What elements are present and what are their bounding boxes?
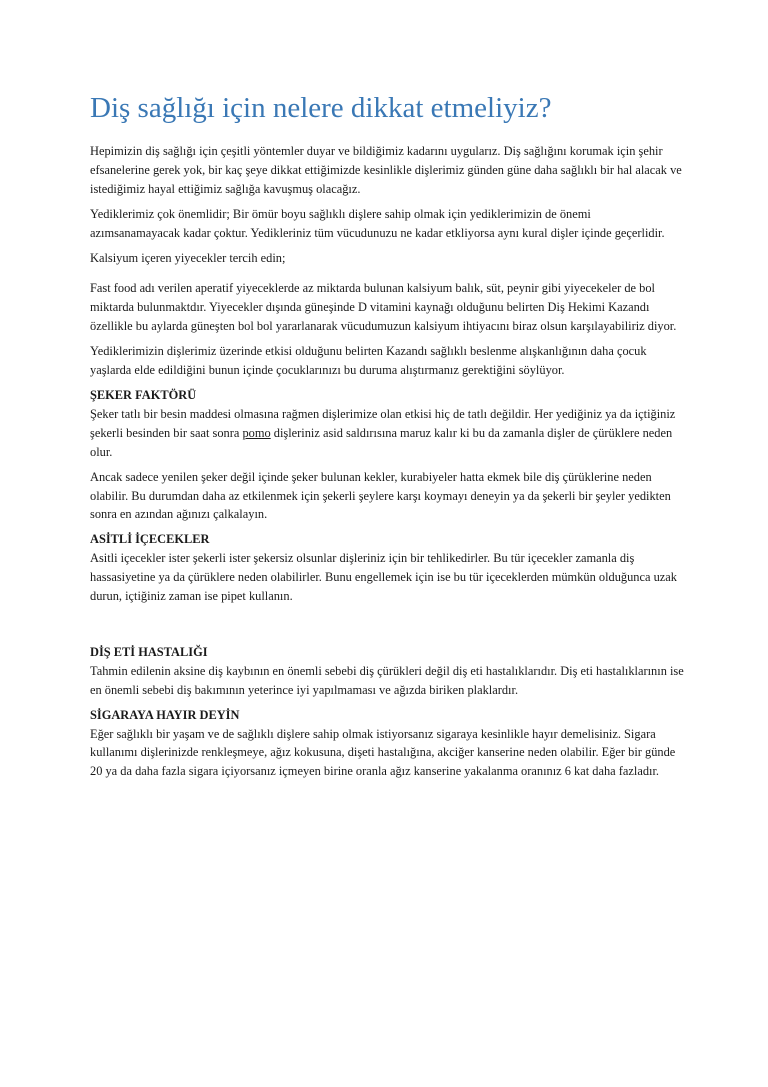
sugar-text-b: dişleriniz asid saldırısına maruz kalır ki bu da zamanla dişler de çürüklere neden olur. (90, 425, 673, 459)
gum-paragraph: Tahmin edilenin aksine diş kaybının en önemli sebebi diş çürükleri değil diş eti hastalıklarıdır. Diş eti hastalıklarının ise en önemli sebebi diş bakımının yeterince iyi yapılmaması ve ağızda biriken plaklardır. (90, 663, 684, 697)
smoke-heading: SİGARAYA HAYIR DEYİN (90, 707, 240, 722)
sugar-heading: ŞEKER FAKTÖRÜ (90, 387, 197, 402)
smoke-paragraph: Eğer sağlıklı bir yaşam ve de sağlıklı dişlere sahip olmak istiyorsanız sigaraya kesinlikle hayır demelisiniz. Sigara kullanımı dişlerinizde renkleşmeye, ağız kokusuna, dişeti hastalığına, akciğer kanserine neden olabilir. Eğer bir günde 20 ya da daha fazla sigara içiyorsanız içmeyen birine oranla ağız kanserine yakalanma oranınız 6 kat daha fazladır. (90, 726, 676, 779)
acid-paragraph: Asitli içecekler ister şekerli ister şekersiz olsunlar dişleriniz için bir tehlikedirler. Bu tür içecekler zamanla diş hassasiyetine ya da çürüklere neden olabilirler. Bunu engellemek için ise bu tür içeceklerden mümkün olduğunca uzak durun, içtiğiniz zaman ise pipet kullanın. (90, 551, 677, 604)
food-paragraph: Yediklerimiz çok önemlidir; Bir ömür boyu sağlıklı dişlere sahip olmak için yediklerimizin de önemi azımsanamayacak kadar çoktur. Yedikleriniz tüm vücudunuzu ne kadar etkliyorsa aynı kural dişler içinde geçerlidir. (90, 206, 665, 240)
intro-paragraph: Hepimizin diş sağlığı için çeşitli yöntemler duyar ve bildiğimiz kadarını uygularız. Diş sağlığını korumak için şehir efsanelerine gerek yok, bir kaç şeye dikkat ettiğimizde kesinlikle dişlerimiz günden güne daha sağlıklı bir hal alacak ve istediğimiz hayal ettiğimiz sağlığa kavuşmuş olacağız. (90, 144, 682, 196)
sugar-paragraph-1 (90, 405, 684, 462)
habits-paragraph: Yediklerimizin dişlerimiz üzerinde etkisi olduğunu belirten Kazandı sağlıklı beslenme alışkanlığının daha çocuk yaşlarda elde edildiğini bunun içinde çocuklarınızı bu duruma alıştırmanız gerektiğini söylüyor. (90, 344, 647, 378)
pomo-link[interactable]: pomo (242, 425, 271, 440)
sugar-text-a: Şeker tatlı bir besin maddesi olmasına rağmen dişlerimize olan etkisi hiç de tatlı değildir. Her yediğiniz ya da içtiğiniz şekerli besinden bir saat sonra (90, 406, 676, 440)
acid-heading: ASİTLİ İÇECEKLER (90, 532, 210, 547)
calcium-line: Kalsiyum içeren yiyecekler tercih edin; (90, 250, 286, 265)
fastfood-paragraph: Fast food adı verilen aperatif yiyeceklerde az miktarda bulunan kalsiyum balık, süt, peynir gibi yiyecekeler de bol miktarda bulunmaktdır. Yiyecekler dışında güneşinde D vitamini kaynağı olduğunu belirten Diş Hekimi Kazandı özellikle bu aylarda güneşten bol bol yararlanarak vücudumuzun kalsiyum ihtiyacını biraz olsun karşılayabiliriz diyor. (90, 281, 677, 334)
page-title: Diş sağlığı için nelere dikkat etmeliyiz? (90, 92, 552, 124)
document-page (90, 88, 684, 781)
sugar-paragraph-2: Ancak sadece yenilen şeker değil içinde şeker bulunan kekler, kurabiyeler hatta ekmek bile diş çürüklerine neden olabilir. Bu durumdan daha az etkilenmek için şekerli şeylere karşı koymayı deneyin ya da şekerli bir şeyler yedikten sonra en azından ağınızı çalkalayın. (90, 469, 671, 522)
gum-heading: DİŞ ETİ HASTALIĞI (90, 644, 208, 659)
